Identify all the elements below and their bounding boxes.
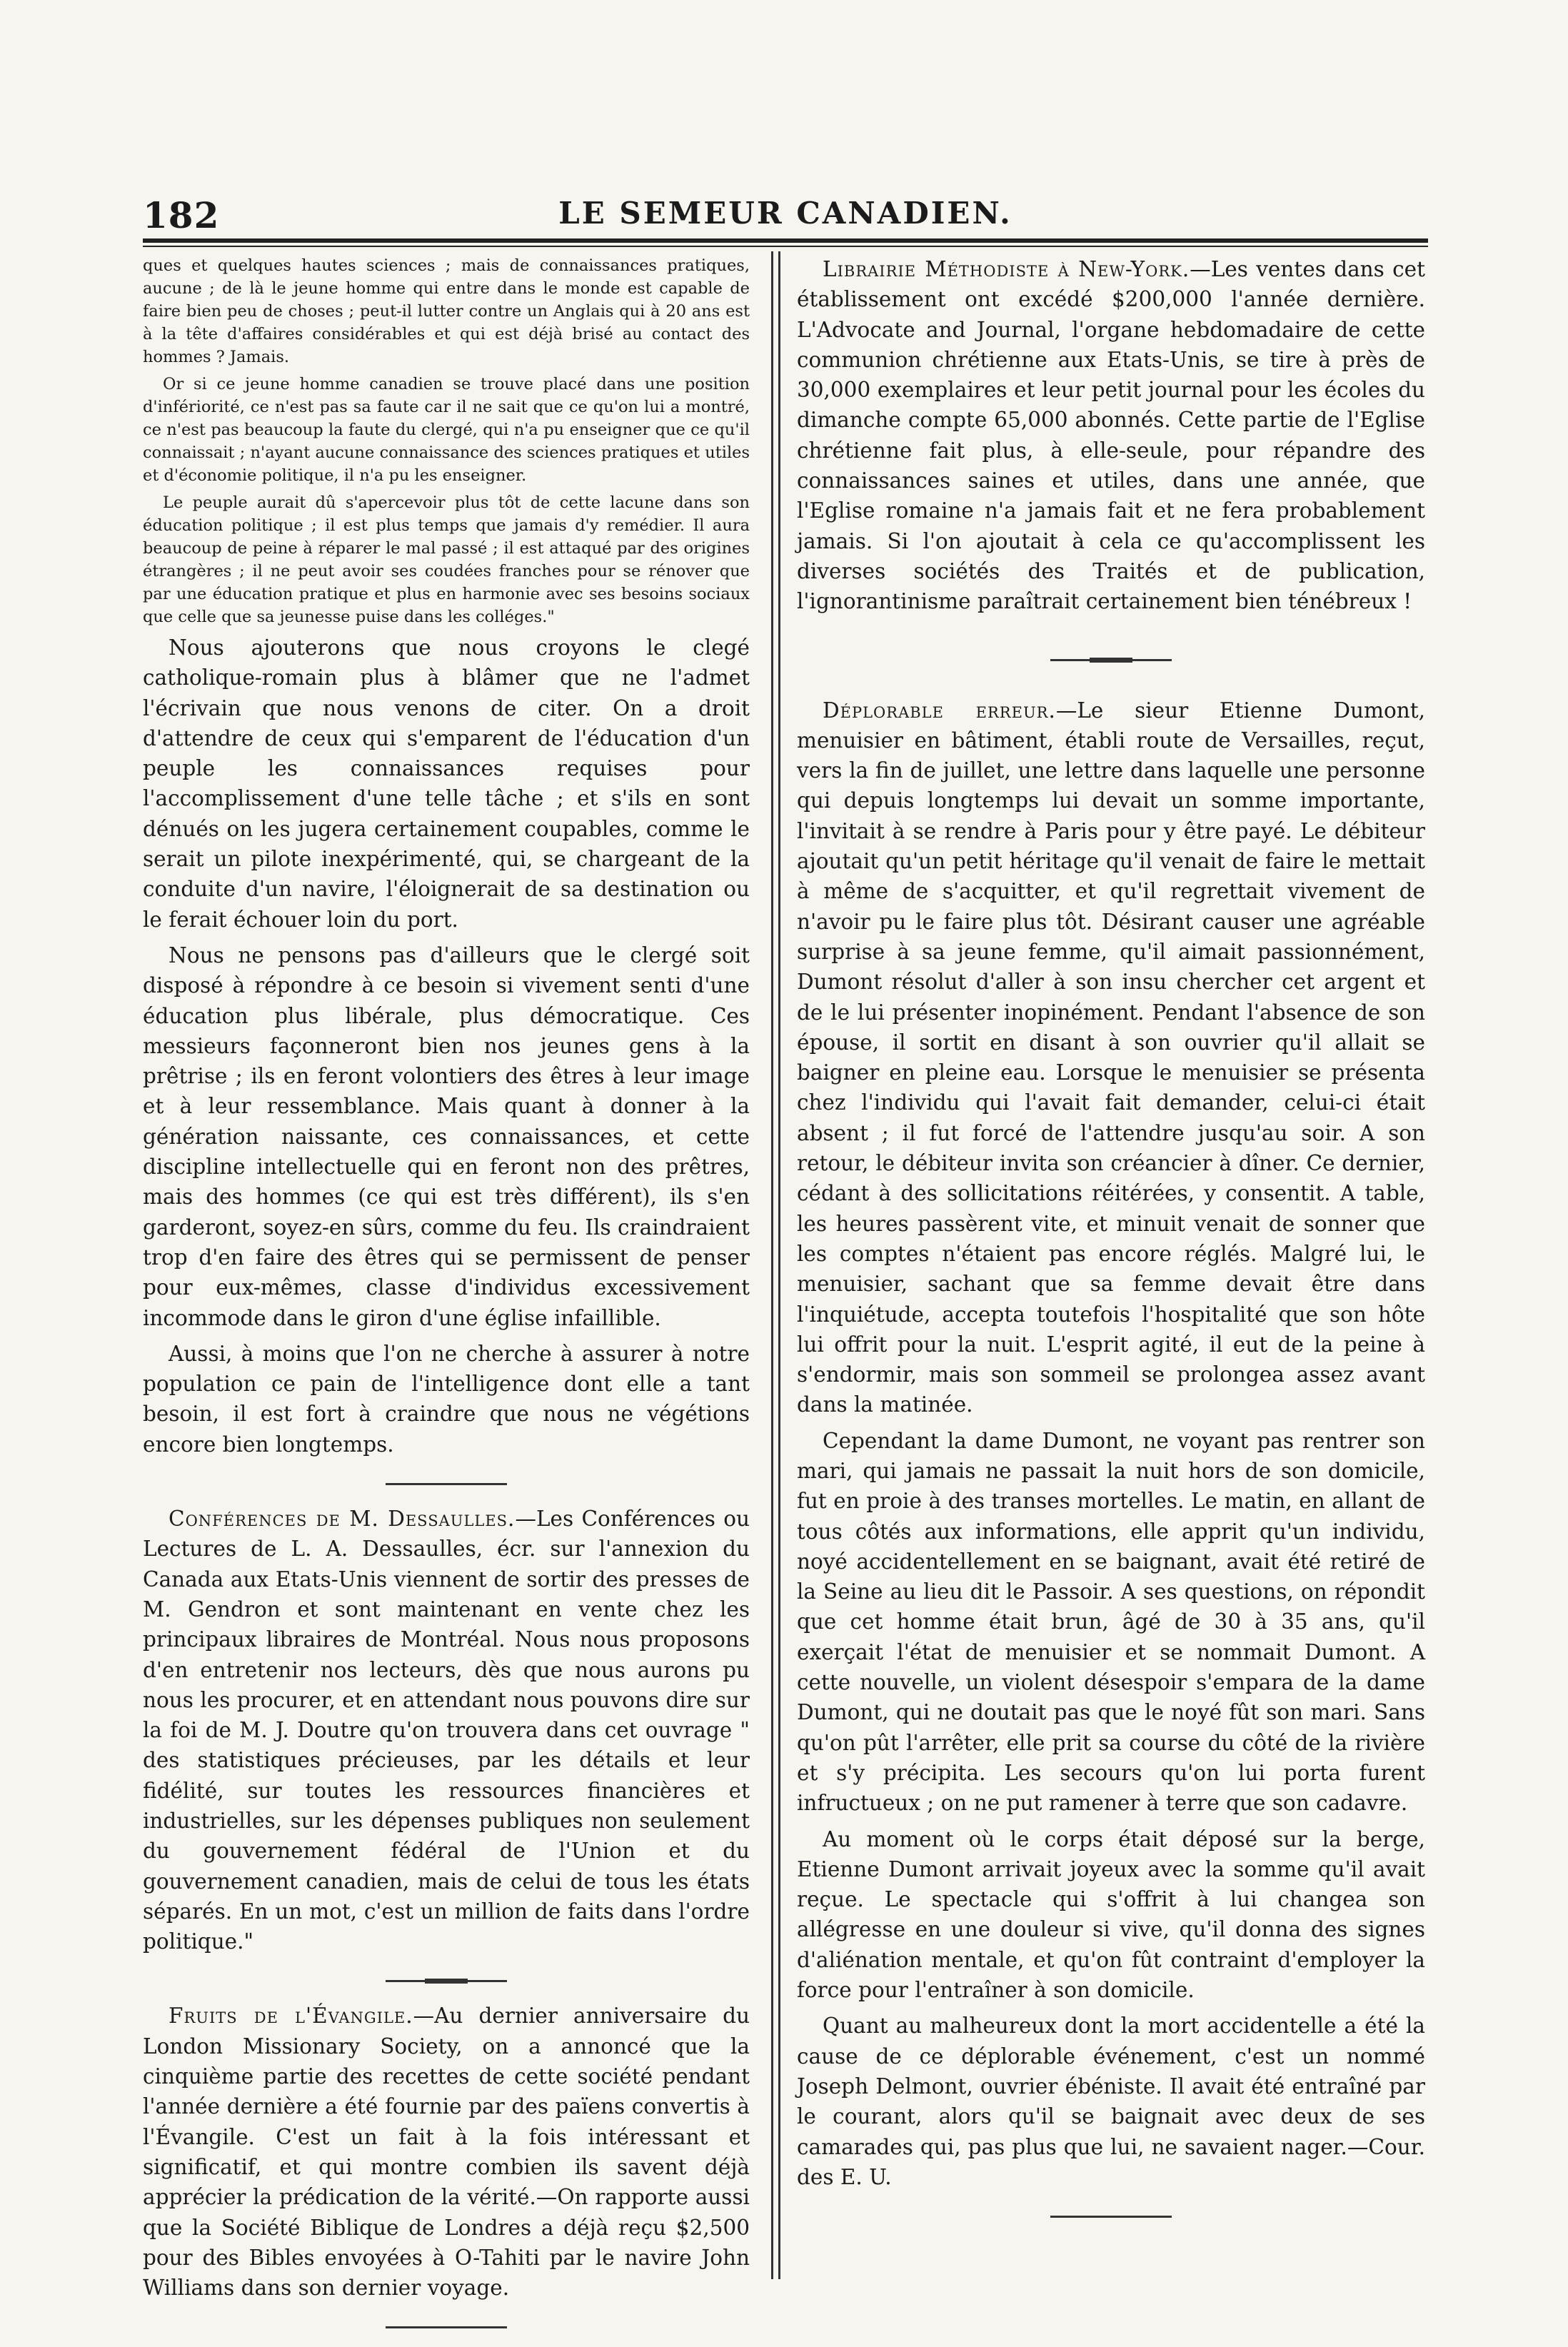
article-deplorable [797,695,1425,1420]
article-heading: Librairie Méthodiste à New-York. [823,257,1190,281]
column-separator-left [771,251,773,2279]
article-paragraph: Quant au malheureux dont la mort accidentelle a été la cause de ce déplorable événement, c'est un nommé Joseph Delmont, ouvrier ébéniste. Il avait été entraîné par le courant, alors qu'il se baignait avec deux de ses camarades qui, pas plus que lui, ne savaient nager.—Cour. des E. U. [797,2014,1425,2189]
article-text: —Les ventes dans cet établissement ont excédé $200,000 l'année dernière. L'Advocate and Journal, l'organe hebdomadaire de cette communion chrétienne aux Etats-Unis, se tire à près de 30,000 exemplaires et leur petit journal pour les écoles du dimanche compte 65,000 abonnés. Cette partie de l'Eglise chrétienne fait plus, à elle-seule, pour répandre des connaissances saines et utiles, dans une année, que l'Eglise romaine n'a jamais fait et ne fera probablement jamais. Si l'on ajoutait à cela ce qu'accomplissent les diverses sociétés des Traités et de publication, l'ignorantinisme paraîtrait certainement bien ténébreux ! [797,257,1425,614]
journal-title: LE SEMEUR CANADIEN. [558,196,1012,231]
left-column [143,254,750,2347]
section-divider [143,1974,750,1988]
column-separator-right [778,251,780,2279]
editorial-paragraph: Aussi, à moins que l'on ne cherche à assurer à notre population ce pain de l'intelligence dont elle a tant besoin, il est fort à craindre que nous ne végétions encore bien longtemps. [143,1341,750,1457]
article-conferences [143,1504,750,1956]
section-divider [143,1477,750,1491]
page-number: 182 [143,194,220,236]
section-divider [143,2320,750,2334]
article-paragraph: Cependant la dame Dumont, ne voyant pas rentrer son mari, qui jamais ne passait la nuit hors de son domicile, fut en proie à des transes mortelles. Le matin, en allant de tous côtés aux informations, elle apprit qu'un individu, noyé accidentellement en se baignant, avait été retiré de la Seine au lieu dit le Passoir. A ses questions, on répondit que cet homme était brun, âgé de 30 à 35 ans, qu'il exerçait l'état de menuisier et se nommait Dumont. A cette nouvelle, un violent désespoir s'empara de la dame Dumont, qui ne doutait pas que le noyé fût son mari. Sans qu'on pût l'arrêter, elle prit sa course du côté de la rivière et s'y précipita. Les secours qu'on lui porta furent infructueux ; on ne put ramener à terre que son cadavre. [797,1428,1425,1816]
article-librairie [797,254,1425,617]
editorial-paragraph: Nous ajouterons que nous croyons le clegé catholique-romain plus à blâmer que ne l'admet l'écrivain que nous venons de citer. On a droit d'attendre de ceux qui s'emparent de l'éducation d'un peuple les connaissances requises pour l'accomplissement d'une telle tâche ; et s'ils en sont dénués on les jugera certainement coupables, comme le serait un pilote inexpérimenté, qui, se chargeant de la conduite d'un navire, l'éloignerait de sa destination ou le ferait échouer loin du port. [143,635,750,932]
article-paragraph: Au moment où le corps était déposé sur la berge, Etienne Dumont arrivait joyeux avec la somme qu'il avait reçue. Le spectacle qui s'offrit à lui changea son allégresse en une douleur si vive, qu'il donna des signes d'aliénation mentale, et qu'on fût contraint d'employer la force pour l'entraîner à son domicile. [797,1826,1425,2003]
article-text: —Le sieur Etienne Dumont, menuisier en bâtiment, établi route de Versailles, reçut, vers la fin de juillet, une lettre dans laquelle une personne qui depuis longtemps lui devait un somme importante, l'invitait à se rendre à Paris pour y être payé. Le débiteur ajoutait qu'un petit héritage qu'il venait de faire le mettait à même de s'acquitter, et qu'il regrettait vivement de n'avoir pu le faire plus tôt. Désirant causer une agréable surprise à sa jeune femme, qu'il aimait passionnément, Dumont résolut d'aller à son insu chercher cet argent et de le lui présenter inopinément. Pendant l'absence de son épouse, il sortit en disant à son ouvrier qu'il allait se baigner en pleine eau. Lorsque le menuisier se présenta chez l'individu qui l'avait fait demander, celui-ci était absent ; il fut forcé de l'attendre jusqu'au soir. A son retour, le débiteur invita son créancier à dîner. Ce dernier, cédant à des sollicitations réitérées, y consentit. A table, les heures passèrent vite, et minuit venait de sonner que les comptes n'étaient pas encore réglés. Malgré lui, le menuisier, sachant que sa femme devait être dans l'inquiétude, accepta toutefois l'hospitalité que son hôte lui offrit pour la nuit. L'esprit agité, il eut de la peine à s'endormir, mais son sommeil se prolongea assez avant dans la matinée. [797,698,1425,1417]
article-heading: Déplorable erreur. [823,698,1056,723]
article-heading: Conférences de M. Dessaulles. [169,1507,516,1532]
article-text: —Au dernier anniversaire du London Missionary Society, on a annoncé que la cinquième partie des recettes de cette société pendant l'année dernière a été fournie par des païens convertis à l'Évangile. C'est un fait à la fois intéressant et significatif, et qui montre combien ils savent déjà apprécier la prédication de la vérité.—On rapporte aussi que la Société Biblique de Londres a déjà reçu $2,500 pour des Bibles envoyées à O-Tahiti par le navire John Williams dans son dernier voyage. [143,2004,750,2301]
article-text: —Les Conférences ou Lectures de L. A. Dessaulles, écr. sur l'annexion du Canada aux Etats-Unis viennent de sortir des presses de M. Gendron et sont maintenant en vente chez les principaux libraires de Montréal. Nous nous proposons d'en entretenir nos lecteurs, dès que nous aurons pu nous les procurer, et en attendant nous pouvons dire sur la foi de M. J. Doutre qu'on trouvera dans cet ouvrage " des statistiques précieuses, par les détails et leur fidélité, sur toutes les ressources financières et industrielles, sur les dépenses publiques non seulement du gouvernement fédéral de l'Union et du gouvernement canadien, mais de celui de tous les états séparés. En un mot, c'est un million de faits dans l'ordre politique." [143,1507,750,1954]
article-heading: Fruits de l'Évangile. [169,2004,413,2029]
header-rule [143,238,1428,243]
section-divider [797,653,1425,667]
section-divider [797,2209,1425,2223]
quote-paragraph: ques et quelques hautes sciences ; mais de connaissances pratiques, aucune ; de là le jeune homme qui entre dans le monde est capable de faire bien peu de choses ; peut-il lutter contre un Anglais qui à 20 ans est à la tête d'affaires considérables et qui est déjà brisé au contact des hommes ? Jamais. [143,256,750,366]
masthead [143,194,1428,237]
header-rule-thin [143,246,1428,247]
editorial-paragraph: Nous ne pensons pas d'ailleurs que le clergé soit disposé à répondre à ce besoin si vivement senti d'une éducation plus libérale, plus démocratique. Ces messieurs façonneront bien nos jeunes gens à la prêtrise ; ils en feront volontiers des êtres à leur image et à leur ressemblance. Mais quant à donner à la génération naissante, ces connaissances, et cette discipline intellectuelle qui en feront non des prêtres, mais des hommes (ce qui est très différent), ils s'en garderont, soyez-en sûrs, comme du feu. Ils craindraient trop d'en faire des êtres qui se permissent de penser pour eux-mêmes, classe d'individus excessivement incommode dans le giron d'une église infaillible. [143,943,750,1330]
quote-paragraph: Le peuple aurait dû s'apercevoir plus tôt de cette lacune dans son éducation politique ; il est plus temps que jamais d'y remédier. Il aura beaucoup de peine à réparer le mal passé ; il est attaqué par des origines étrangères ; il ne peut avoir ses coudées franches pour se rénover que par une éducation pratique et plus en harmonie avec ses besoins sociaux que celle que sa jeunesse puise dans les colléges." [143,493,750,626]
right-column [797,254,1425,2236]
article-fruits [143,2001,750,2303]
quote-paragraph: Or si ce jeune homme canadien se trouve placé dans une position d'infériorité, ce n'est pas sa faute car il ne sait que ce qu'on lui a montré, ce n'est pas beaucoup la faute du clergé, qui n'a pu enseigner que ce qu'il connaissait ; n'ayant aucune connaissance des sciences pratiques et utiles et d'économie politique, il n'a pu les enseigner. [143,375,750,485]
